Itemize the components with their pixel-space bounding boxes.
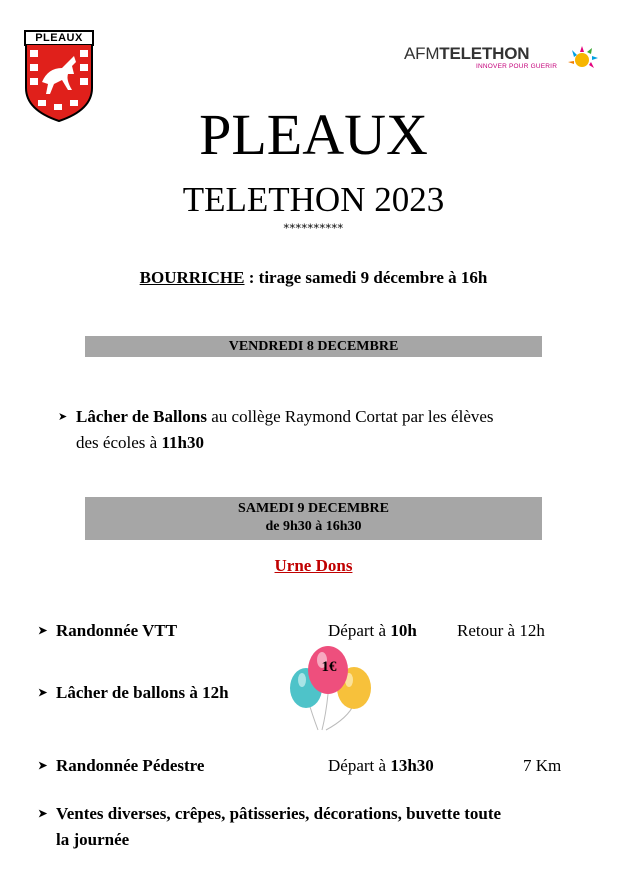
- afm-telethon-name: AFMTELETHON: [404, 44, 530, 63]
- ventes-item: [38, 801, 608, 852]
- bourriche-text: : tirage samedi 9 décembre à 16h: [244, 268, 488, 287]
- saturday-header-line2: de 9h30 à 16h30: [265, 519, 362, 534]
- arrow-bullet-icon: ➤: [38, 687, 48, 699]
- saturday-header: [85, 497, 542, 540]
- vtt-depart: Départ à 10h: [328, 621, 417, 640]
- arrow-bullet-icon: ➤: [58, 411, 68, 423]
- page-subtitle: TELETHON 2023: [182, 180, 445, 219]
- vtt-label: Randonnée VTT: [56, 621, 178, 640]
- stars-separator: **********: [283, 222, 344, 235]
- arrow-bullet-icon: ➤: [38, 760, 48, 772]
- balloons-illustration: [284, 644, 380, 734]
- afm-sun-icon: [564, 36, 604, 76]
- friday-ballons-item: [58, 404, 598, 455]
- crest-label: PLEAUX: [24, 30, 94, 46]
- vtt-depart-time: 10h: [390, 621, 417, 640]
- pedestre-depart: Départ à 13h30: [328, 756, 434, 775]
- bourriche-line: [0, 268, 627, 288]
- ballons-label: Lâcher de ballons à 12h: [56, 683, 229, 702]
- bourriche-label: BOURRICHE: [139, 268, 245, 287]
- urne-dons-label: Urne Dons: [274, 556, 353, 575]
- friday-item-text1: au collège Raymond Cortat par les élèves: [206, 407, 494, 426]
- pedestre-depart-time: 13h30: [390, 756, 434, 775]
- vtt-retour: Retour à 12h: [457, 621, 545, 640]
- ventes-line1: Ventes diverses, crêpes, pâtisseries, décorations, buvette toute: [56, 804, 502, 823]
- balloon-price: 1€: [321, 659, 337, 675]
- saturday-header-line1: SAMEDI 9 DECEMBRE: [238, 501, 389, 516]
- ventes-line2: la journée: [56, 830, 130, 849]
- pedestre-item: [38, 753, 204, 779]
- arrow-bullet-icon: ➤: [38, 625, 48, 637]
- vtt-item: [38, 618, 177, 644]
- balloons-icon: [284, 644, 380, 734]
- arrow-bullet-icon: ➤: [38, 808, 48, 820]
- pedestre-label: Randonnée Pédestre: [56, 756, 205, 775]
- afm-tagline: INNOVER POUR GUERIR: [476, 63, 558, 70]
- afm-telethon-logo: [404, 36, 604, 78]
- page-title: PLEAUX: [199, 102, 428, 167]
- friday-item-time: 11h30: [161, 433, 204, 452]
- friday-item-text2: des écoles à: [76, 433, 162, 452]
- friday-header: VENDREDI 8 DECEMBRE: [85, 336, 542, 357]
- pedestre-distance: 7 Km: [523, 756, 562, 775]
- ballons-item: [38, 680, 229, 706]
- friday-item-bold: Lâcher de Ballons: [76, 407, 207, 426]
